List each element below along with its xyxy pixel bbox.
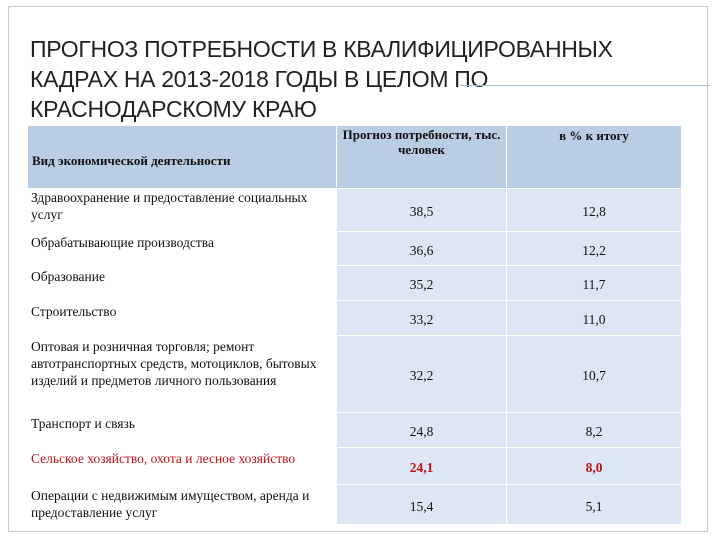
activity-cell: Сельское хозяйство, охота и лесное хозяйство — [28, 448, 337, 485]
forecast-cell: 33,2 — [337, 301, 507, 336]
forecast-cell: 38,5 — [337, 189, 507, 232]
forecast-cell: 15,4 — [337, 485, 507, 525]
table-row — [28, 336, 682, 413]
percent-cell: 8,2 — [507, 413, 682, 448]
activity-cell: Операции с недвижимым имуществом, аренда и предоставление услуг — [28, 485, 337, 525]
header-percent: в % к итогу — [507, 126, 682, 189]
percent-cell: 11,0 — [507, 301, 682, 336]
activity-cell: Образование — [28, 266, 337, 301]
percent-cell: 11,7 — [507, 266, 682, 301]
table-header — [28, 126, 682, 189]
header-forecast: Прогноз потребности, тыс. человек — [337, 126, 507, 189]
table-row — [28, 266, 682, 301]
forecast-cell: 24,8 — [337, 413, 507, 448]
percent-cell: 12,8 — [507, 189, 682, 232]
table-row — [28, 189, 682, 232]
forecast-cell: 36,6 — [337, 232, 507, 266]
table-row-highlighted — [28, 448, 682, 485]
table-row — [28, 485, 682, 525]
forecast-cell: 24,1 — [337, 448, 507, 485]
percent-cell: 5,1 — [507, 485, 682, 525]
percent-cell: 8,0 — [507, 448, 682, 485]
table-row — [28, 232, 682, 266]
percent-cell: 10,7 — [507, 336, 682, 413]
header-row — [28, 126, 682, 189]
forecast-table — [27, 125, 682, 525]
activity-cell: Здравоохранение и предоставление социальных услуг — [28, 189, 337, 232]
table-row — [28, 301, 682, 336]
activity-cell: Обрабатывающие производства — [28, 232, 337, 266]
table-body — [28, 189, 682, 525]
activity-cell: Транспорт и связь — [28, 413, 337, 448]
percent-cell: 12,2 — [507, 232, 682, 266]
title-underline — [460, 85, 710, 86]
forecast-cell: 32,2 — [337, 336, 507, 413]
table-row — [28, 413, 682, 448]
header-activity: Вид экономической деятельности — [28, 126, 337, 189]
activity-cell: Строительство — [28, 301, 337, 336]
forecast-cell: 35,2 — [337, 266, 507, 301]
activity-cell: Оптовая и розничная торговля; ремонт автотранспортных средств, мотоциклов, бытовых изделий и предметов личного пользования — [28, 336, 337, 413]
slide-title: ПРОГНОЗ ПОТРЕБНОСТИ В КВАЛИФИЦИРОВАННЫХ КАДРАХ НА 2013-2018 ГОДЫ В ЦЕЛОМ ПО КРАСНОДАРСКОМУ КРАЮ — [30, 36, 613, 122]
